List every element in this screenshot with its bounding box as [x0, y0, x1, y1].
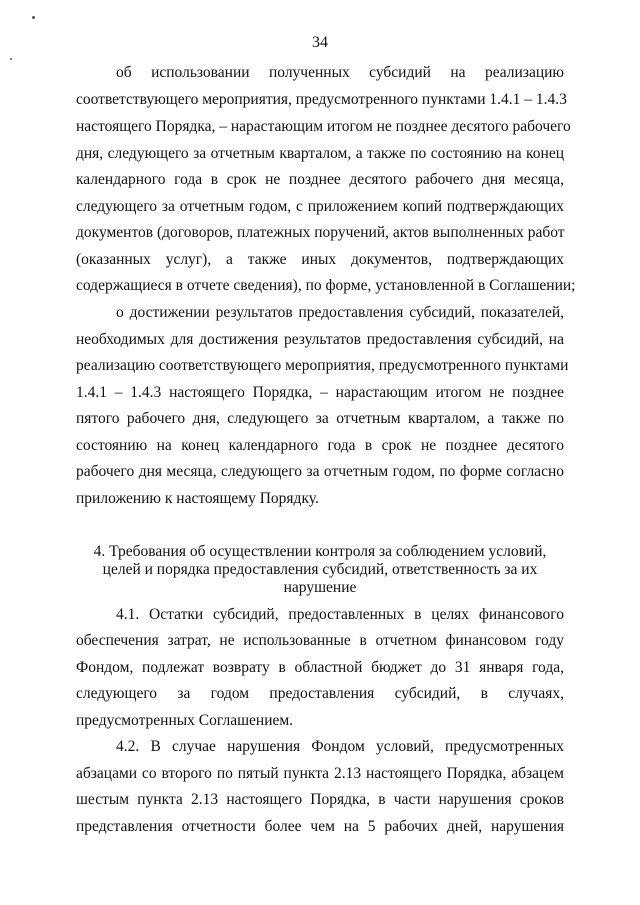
body-line: Фондом, подлежат возврату в областной бюджет до 31 января года,: [76, 659, 564, 676]
body-line: 4.2. В случае нарушения Фондом условий, предусмотренных: [116, 738, 564, 755]
body-line: представления отчетности более чем на 5 рабочих дней, нарушения: [76, 818, 564, 835]
body-line: о достижении результатов предоставления субсидий, показателей,: [116, 304, 564, 321]
body-line: 4.1. Остатки субсидий, предоставленных в целях финансового: [116, 606, 564, 623]
body-line: рабочего дня месяца, следующего за отчетным годом, по форме согласно: [76, 463, 564, 480]
body-line: предусмотренных Соглашением.: [76, 712, 294, 729]
body-line: обеспечения затрат, не использованные в отчетном финансовом году: [76, 632, 564, 649]
body-line: пятого рабочего дня, следующего за отчетным кварталом, а также по: [76, 410, 564, 427]
body-line: документов (договоров, платежных поручений, актов выполненных работ: [76, 224, 565, 241]
body-line: реализацию соответствующего мероприятия, предусмотренного пунктами: [76, 357, 569, 374]
scan-speck: [32, 16, 35, 19]
body-line: дня, следующего за отчетным кварталом, а также по состоянию на конец: [76, 145, 564, 162]
section-heading-line: 4. Требования об осуществлении контроля за соблюдением условий,: [93, 543, 547, 560]
section-heading-line: нарушение: [283, 579, 357, 596]
body-line: (оказанных услуг), а также иных документов, подтверждающих: [76, 251, 564, 268]
scan-speck: [10, 58, 12, 60]
body-line: содержащиеся в отчете сведения), по форме, установленной в Соглашении;: [76, 277, 576, 294]
body-line: следующего за отчетным годом, с приложением копий подтверждающих: [76, 198, 564, 215]
body-line: об использовании полученных субсидий на реализацию: [116, 64, 564, 81]
body-line: настоящего Порядка, – нарастающим итогом не позднее десятого рабочего: [76, 118, 571, 135]
body-line: необходимых для достижения результатов предоставления субсидий, на: [76, 331, 564, 348]
body-line: календарного года в срок не позднее десятого рабочего дня месяца,: [76, 171, 564, 188]
body-line: следующего за годом предоставления субсидий, в случаях,: [76, 685, 564, 702]
page-number: 34: [312, 34, 328, 51]
section-heading-line: целей и порядка предоставления субсидий, ответственность за их: [102, 561, 538, 578]
body-line: 1.4.1 – 1.4.3 настоящего Порядка, – нарастающим итогом не позднее: [76, 384, 564, 401]
body-line: абзацами со второго по пятый пункта 2.13 настоящего Порядка, абзацем: [76, 765, 564, 782]
body-line: шестым пункта 2.13 настоящего Порядка, в части нарушения сроков: [76, 791, 564, 808]
body-line: соответствующего мероприятия, предусмотренного пунктами 1.4.1 – 1.4.3: [76, 91, 567, 108]
body-line: состоянию на конец календарного года в срок не позднее десятого: [76, 437, 564, 454]
body-line: приложению к настоящему Порядку.: [76, 490, 319, 507]
